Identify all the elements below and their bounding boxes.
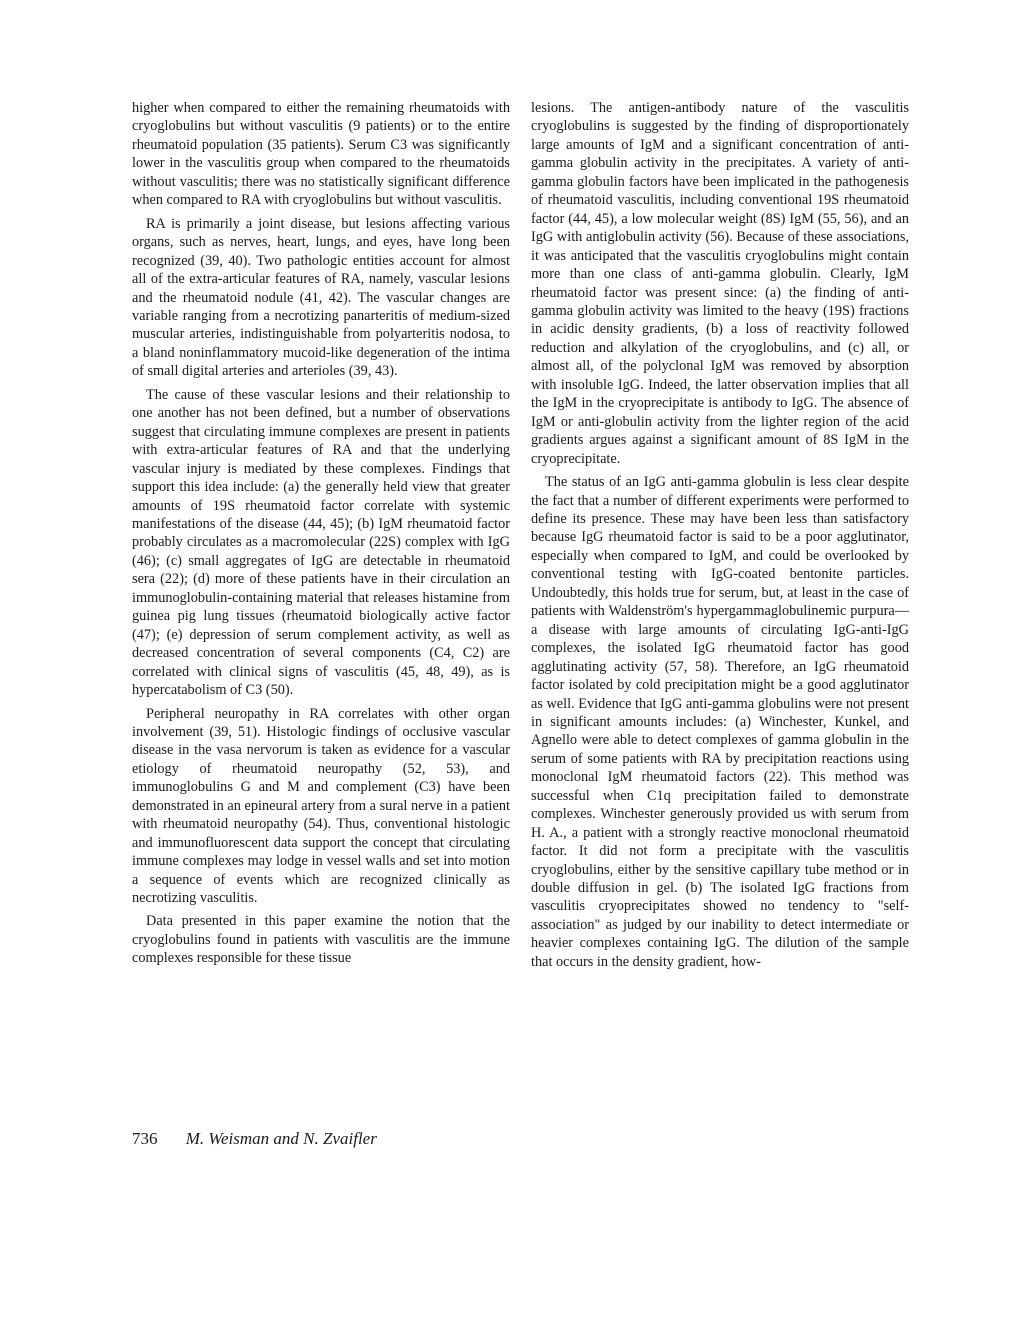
running-authors: M. Weisman and N. Zvaifler	[185, 1129, 377, 1148]
body-paragraph: RA is primarily a joint disease, but lesions affecting various organs, such as nerves, heart, lungs, and eyes, have long been recognized (39, 40). Two pathologic entities account for almost all of the extra-articular features of RA, namely, vascular lesions and the rheumatoid nodule (41, 42). The vascular changes are variable ranging from a necrotizing panarteritis of medium-sized muscular arteries, indistinguishable from polyarteritis nodosa, to a bland noninflammatory mucoid-like degeneration of the intima of small digital arteries and arterioles (39, 43).	[132, 215, 510, 380]
left-text-column	[132, 99, 510, 973]
body-paragraph: Peripheral neuropathy in RA correlates with other organ involvement (39, 51). Histologic findings of occlusive vascular disease in the vasa nervorum is taken as evidence for a vascular etiology of rheumatoid neuropathy (52, 53), and immunoglobulins G and M and complement (C3) have been demonstrated in an epineural artery from a sural nerve in a patient with rheumatoid neuropathy (54). Thus, conventional histologic and immunofluorescent data support the concept that circulating immune complexes may lodge in vessel walls and set into motion a sequence of events which are recognized clinically as necrotizing vasculitis.	[132, 705, 510, 907]
page-footer	[132, 1129, 377, 1149]
body-paragraph: lesions. The antigen-antibody nature of the vasculitis cryoglobulins is suggested by the finding of disproportionately large amounts of IgM and a significant concentration of anti-gamma globulin activity in the precipitates. A variety of anti-gamma globulin factors have been implicated in the pathogenesis of rheumatoid vasculitis, including conventional 19S rheumatoid factor (44, 45), a low molecular weight (8S) IgM (55, 56), and an IgG with antiglobulin activity (56). Because of these associations, it was anticipated that the vasculitis cryoglobulins might contain more than one class of anti-gamma globulin. Clearly, IgM rheumatoid factor was present since: (a) the finding of anti-gamma globulin activity was limited to the heavy (19S) fractions in acidic density gradients, (b) a loss of reactivity followed reduction and alkylation of the cryoglobulins, and (c) all, or almost all, of the polyclonal IgM was removed by absorption with insoluble IgG. Indeed, the latter observation implies that all the IgM in the cryoprecipitate is antibody to IgG. The absence of IgM or anti-globulin activity from the lighter region of the acid gradients argues against a significant amount of 8S IgM in the cryoprecipitate.	[531, 100, 909, 467]
body-paragraph: The cause of these vascular lesions and their relationship to one another has not been defined, but a number of observations suggest that circulating immune complexes are present in patients with extra-articular features of RA and that the underlying vascular injury is mediated by these complexes. Findings that support this idea include: (a) the generally held view that greater amounts of 19S rheumatoid factor correlate with systemic manifestations of the disease (44, 45); (b) IgM rheumatoid factor probably circulates as a macromolecular (22S) complex with IgG (46); (c) small aggregates of IgG are detectable in rheumatoid sera (22); (d) more of these patients have in their circulation an immunoglobulin-containing material that releases histamine from guinea pig lung tissues (rheumatoid biologically active factor (47); (e) depression of serum complement activity, as well as decreased concentration of several components (C4, C2) are correlated with clinical signs of vasculitis (45, 48, 49), as is hypercatabolism of C3 (50).	[132, 386, 510, 699]
body-paragraph: higher when compared to either the remaining rheumatoids with cryoglobulins but without vasculitis (9 patients) or to the entire rheumatoid population (35 patients). Serum C3 was significantly lower in the vasculitis group when compared to the rheumatoids without vasculitis; there was no statistically significant difference when compared to RA with cryoglobulins but without vasculitis.	[132, 100, 510, 209]
body-paragraph: Data presented in this paper examine the notion that the cryoglobulins found in patients with vasculitis are the immune complexes responsible for these tissue	[132, 913, 510, 967]
right-text-column	[531, 99, 909, 976]
page-number: 736	[132, 1129, 158, 1148]
body-paragraph: The status of an IgG anti-gamma globulin is less clear despite the fact that a number of different experiments were performed to define its presence. These may have been less than satisfactory because IgG rheumatoid factor is said to be a poor agglutinator, especially when compared to IgM, and could be overlooked by conventional testing with IgG-coated bentonite particles. Undoubtedly, this holds true for serum, but, at least in the case of patients with Waldenström's hypergammaglobulinemic purpura—a disease with large amounts of circulating IgG-anti-IgG complexes, the isolated IgG rheumatoid factor has good agglutinating activity (57, 58). Therefore, an IgG rheumatoid factor isolated by cold precipitation might be a good agglutinator as well. Evidence that IgG anti-gamma globulins were not present in significant amounts includes: (a) Winchester, Kunkel, and Agnello were able to detect complexes of gamma globulin in the serum of some patients with RA by precipitation reactions using monoclonal IgM rheumatoid factors (22). This method was successful when C1q precipitation failed to demonstrate complexes. Winchester generously provided us with serum from H. A., a patient with a strongly reactive monoclonal rheumatoid factor. It did not form a precipitate with the vasculitis cryoglobulins, either by the sensitive capillary tube method or in double diffusion in gel. (b) The isolated IgG fractions from vasculitis cryoprecipitates showed no tendency to "self-association" as judged by our inability to detect intermediate or heavier complexes containing IgG. The dilution of the sample that occurs in the density gradient, how-	[531, 474, 909, 970]
